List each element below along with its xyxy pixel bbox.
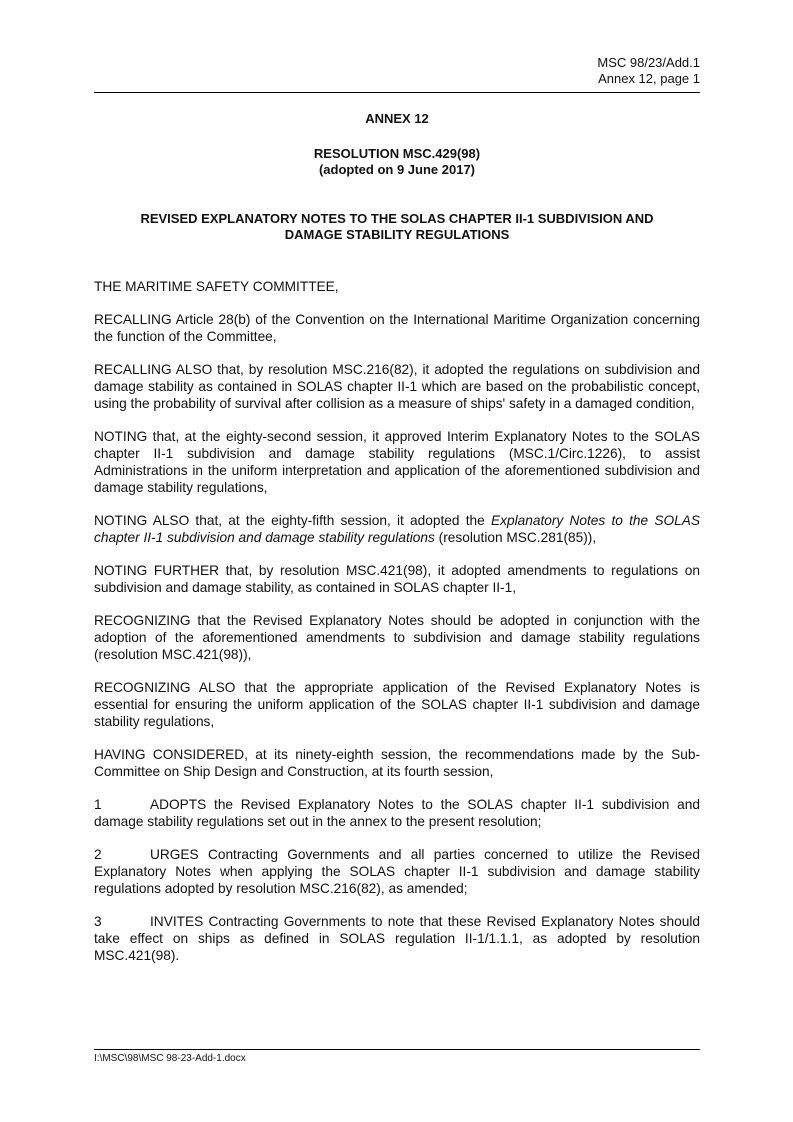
operative-paragraph-1: [94, 796, 700, 830]
page-reference: Annex 12, page 1: [598, 71, 700, 86]
footer-file-path: I:\MSC\98\MSC 98-23-Add-1.docx: [94, 1053, 246, 1064]
document-title: [94, 211, 700, 243]
header-divider: [94, 92, 700, 93]
noting-also-reference: (resolution MSC.281(85)),: [434, 530, 597, 545]
preamble-noting-further: NOTING FURTHER that, by resolution MSC.421(98), it adopted amendments to regulations on subdivision and damage stability, as contained in SOLAS chapter II-1,: [94, 563, 700, 595]
preamble-recognizing: RECOGNIZING that the Revised Explanatory Notes should be adopted in conjunction with the adoption of the aforementioned amendments to subdivision and damage stability regulations (resolution MSC.421(98)),: [94, 613, 700, 662]
preamble-having-considered: HAVING CONSIDERED, at its ninety-eighth session, the recommendations made by the Sub-Committee on Ship Design and Construction, at its fourth session,: [94, 747, 700, 779]
operative-paragraph-2: [94, 846, 700, 897]
paragraph-text: ADOPTS the Revised Explanatory Notes to the SOLAS chapter II-1 subdivision and damage stability regulations set out in the annex to the present resolution;: [94, 797, 700, 829]
paragraph-number: 2: [94, 847, 102, 862]
preamble-recalling: RECALLING Article 28(b) of the Convention on the International Maritime Organization concerning the function of the Committee,: [94, 312, 700, 344]
adoption-date: (adopted on 9 June 2017): [318, 162, 476, 177]
preamble-recalling-also: RECALLING ALSO that, by resolution MSC.216(82), it adopted the regulations on subdivision and damage stability as contained in SOLAS chapter II-1 which are based on the probabilistic concept, using the probability of survival after collision as a measure of ships' safety in a damaged condition,: [94, 362, 700, 411]
preamble-recognizing-also: RECOGNIZING ALSO that the appropriate application of the Revised Explanatory Notes is essential for ensuring the uniform application of the SOLAS chapter II-1 subdivision and damage stability regulations,: [94, 680, 700, 729]
preamble-noting-also: [94, 512, 700, 546]
title-line-2: DAMAGE STABILITY REGULATIONS: [284, 227, 510, 242]
resolution-number: RESOLUTION MSC.429(98): [313, 146, 481, 161]
title-line-1: REVISED EXPLANATORY NOTES TO THE SOLAS CHAPTER II-1 SUBDIVISION AND: [140, 211, 654, 226]
operative-paragraph-3: [94, 913, 700, 964]
resolution-body: [94, 278, 700, 980]
page-header: [94, 55, 700, 87]
paragraph-number: 1: [94, 797, 102, 812]
preamble-committee: THE MARITIME SAFETY COMMITTEE,: [94, 279, 339, 294]
paragraph-text: URGES Contracting Governments and all parties concerned to utilize the Revised Explanatory Notes when applying the SOLAS chapter II-1 subdivision and damage stability regulations adopted by resolution MSC.216(82), as amended;: [94, 847, 700, 896]
paragraph-text: INVITES Contracting Governments to note that these Revised Explanatory Notes should take effect on ships as defined in SOLAS regulation II-1/1.1.1, as adopted by resolution MSC.421(98).: [94, 914, 700, 963]
footer-divider: [94, 1049, 700, 1050]
noting-also-text: NOTING ALSO that, at the eighty-fifth session, it adopted the: [94, 513, 491, 528]
resolution-heading: [94, 146, 700, 178]
noting-also-italic-title: Explanatory Notes to the SOLAS chapter II-1 subdivision and damage stability regulations: [94, 513, 700, 545]
document-reference: MSC 98/23/Add.1: [597, 55, 700, 70]
paragraph-number: 3: [94, 914, 102, 929]
annex-title: ANNEX 12: [365, 111, 429, 126]
preamble-noting: NOTING that, at the eighty-second session, it approved Interim Explanatory Notes to the SOLAS chapter II-1 subdivision and damage stability regulations (MSC.1/Circ.1226), to assist Administrations in the uniform interpretation and application of the aforementioned subdivision and damage stability regulations,: [94, 429, 700, 495]
